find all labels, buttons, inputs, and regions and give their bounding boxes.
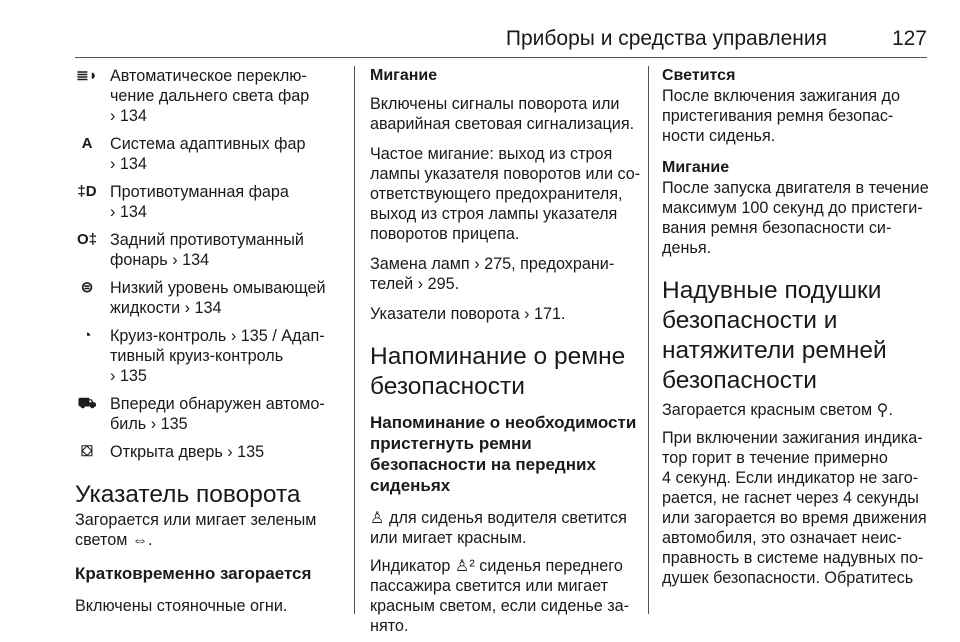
- column-2: [370, 66, 641, 636]
- indicator-text: Впереди обнаружен автомо-: [110, 395, 325, 413]
- paragraph-lit: После включения зажигания до пристегивания ремня безопас- ности сиденья.: [662, 87, 900, 145]
- indicator-item: [75, 182, 345, 222]
- indicator-text: › 134: [110, 107, 147, 125]
- indicator-text: Низкий уровень омывающей: [110, 279, 326, 297]
- vehicle-ahead-icon: ⛟: [77, 395, 97, 412]
- subheading-blink-2: Мигание: [662, 159, 730, 176]
- subheading-belt-reminder: Напоминание о необходимости пристегнуть ремни безопасности на передних сиденьях: [370, 413, 637, 495]
- indicator-text: Круиз-контроль › 135 / Адап-: [110, 327, 325, 345]
- paragraph-3: Замена ламп › 275, предохрани- телей › 295.: [370, 255, 615, 293]
- column-1: [75, 66, 345, 616]
- indicator-list: [75, 66, 345, 462]
- indicator-text: жидкости › 134: [110, 299, 222, 317]
- paragraph-airbag-2: При включении зажигания индика- тор горит в течение примерно 4 секунд. Если индикатор не заго- рается, не гаснет через 4 секунды или загорается во время движения автомобиля, это означает неис- правность в системе надувных по- душек безопасности. Обратитесь: [662, 429, 927, 587]
- washer-fluid-icon: ⊜: [80, 279, 94, 296]
- indicator-item: [75, 278, 345, 318]
- section-heading-turn-signal: Указатель поворота: [75, 481, 301, 508]
- indicator-text: › 134: [110, 203, 147, 221]
- column-3: [662, 66, 930, 588]
- paragraph-airbag-1: Загорается красным светом ⚲.: [662, 401, 893, 419]
- brief-text: Включены стояночные огни.: [75, 597, 288, 615]
- adaptive-light-icon: A: [81, 135, 93, 152]
- indicator-text: › 135: [110, 367, 147, 385]
- indicator-text: Открыта дверь › 135: [110, 443, 265, 461]
- rear-fog-icon: O‡: [76, 231, 97, 248]
- page-header: [75, 27, 927, 53]
- subheading-lit: Светится: [662, 67, 736, 84]
- paragraph-blink: После запуска двигателя в течение максимум 100 секунд до пристеги- вания ремня безопасности си- денья.: [662, 179, 929, 257]
- indicator-item: [75, 394, 345, 434]
- indicator-text: фонарь › 134: [110, 251, 210, 269]
- cruise-control-icon: ◔: [82, 327, 92, 344]
- page-number: 127: [891, 27, 927, 50]
- header-rule: [75, 57, 927, 58]
- indicator-text: Противотуманная фара: [110, 183, 289, 201]
- indicator-text: Задний противотуманный: [110, 231, 304, 249]
- turn-signal-text: Загорается или мигает зеленым светом ⇔.: [75, 511, 317, 549]
- paragraph-2: Частое мигание: выход из строя лампы указателя поворотов или со- ответствующего предохранителя, выход из строя лампы указателя поворотов прицепа.: [370, 145, 641, 243]
- paragraph-1: Включены сигналы поворота или аварийная световая сигнализация.: [370, 95, 635, 133]
- door-open-icon: ⛋: [81, 443, 93, 460]
- indicator-text: тивный круиз-контроль: [110, 347, 284, 365]
- section-heading-belt: Напоминание о ремне безопасности: [370, 343, 626, 400]
- indicator-item: [75, 230, 345, 270]
- indicator-text: биль › 135: [110, 415, 188, 433]
- section-heading-airbag: Надувные подушки безопасности и натяжители ремней безопасности: [662, 277, 887, 394]
- paragraph-4: Указатели поворота › 171.: [370, 305, 566, 323]
- high-beam-auto-icon: ≣◗: [76, 67, 98, 84]
- column-divider-2: [648, 66, 649, 614]
- indicator-text: Система адаптивных фар: [110, 135, 306, 153]
- paragraph-6: Индикатор ♙² сиденья переднего пассажира светится или мигает красным светом, если сиденье за- нято.: [370, 557, 630, 635]
- indicator-item: [75, 442, 345, 462]
- front-fog-icon: ‡D: [77, 183, 97, 200]
- indicator-text: Автоматическое переклю-: [110, 67, 307, 85]
- indicator-text: › 134: [110, 155, 147, 173]
- paragraph-5: ♙ для сиденья водителя светится или мигает красным.: [370, 509, 627, 547]
- page-header-title: Приборы и средства управления: [505, 27, 827, 50]
- subheading-blink: Мигание: [370, 67, 438, 84]
- column-divider-1: [354, 66, 355, 614]
- indicator-text: чение дальнего света фар: [110, 87, 310, 105]
- indicator-item: [75, 66, 345, 126]
- subheading-brief: Кратковременно загорается: [75, 564, 312, 583]
- indicator-item: [75, 134, 345, 174]
- indicator-item: [75, 326, 345, 386]
